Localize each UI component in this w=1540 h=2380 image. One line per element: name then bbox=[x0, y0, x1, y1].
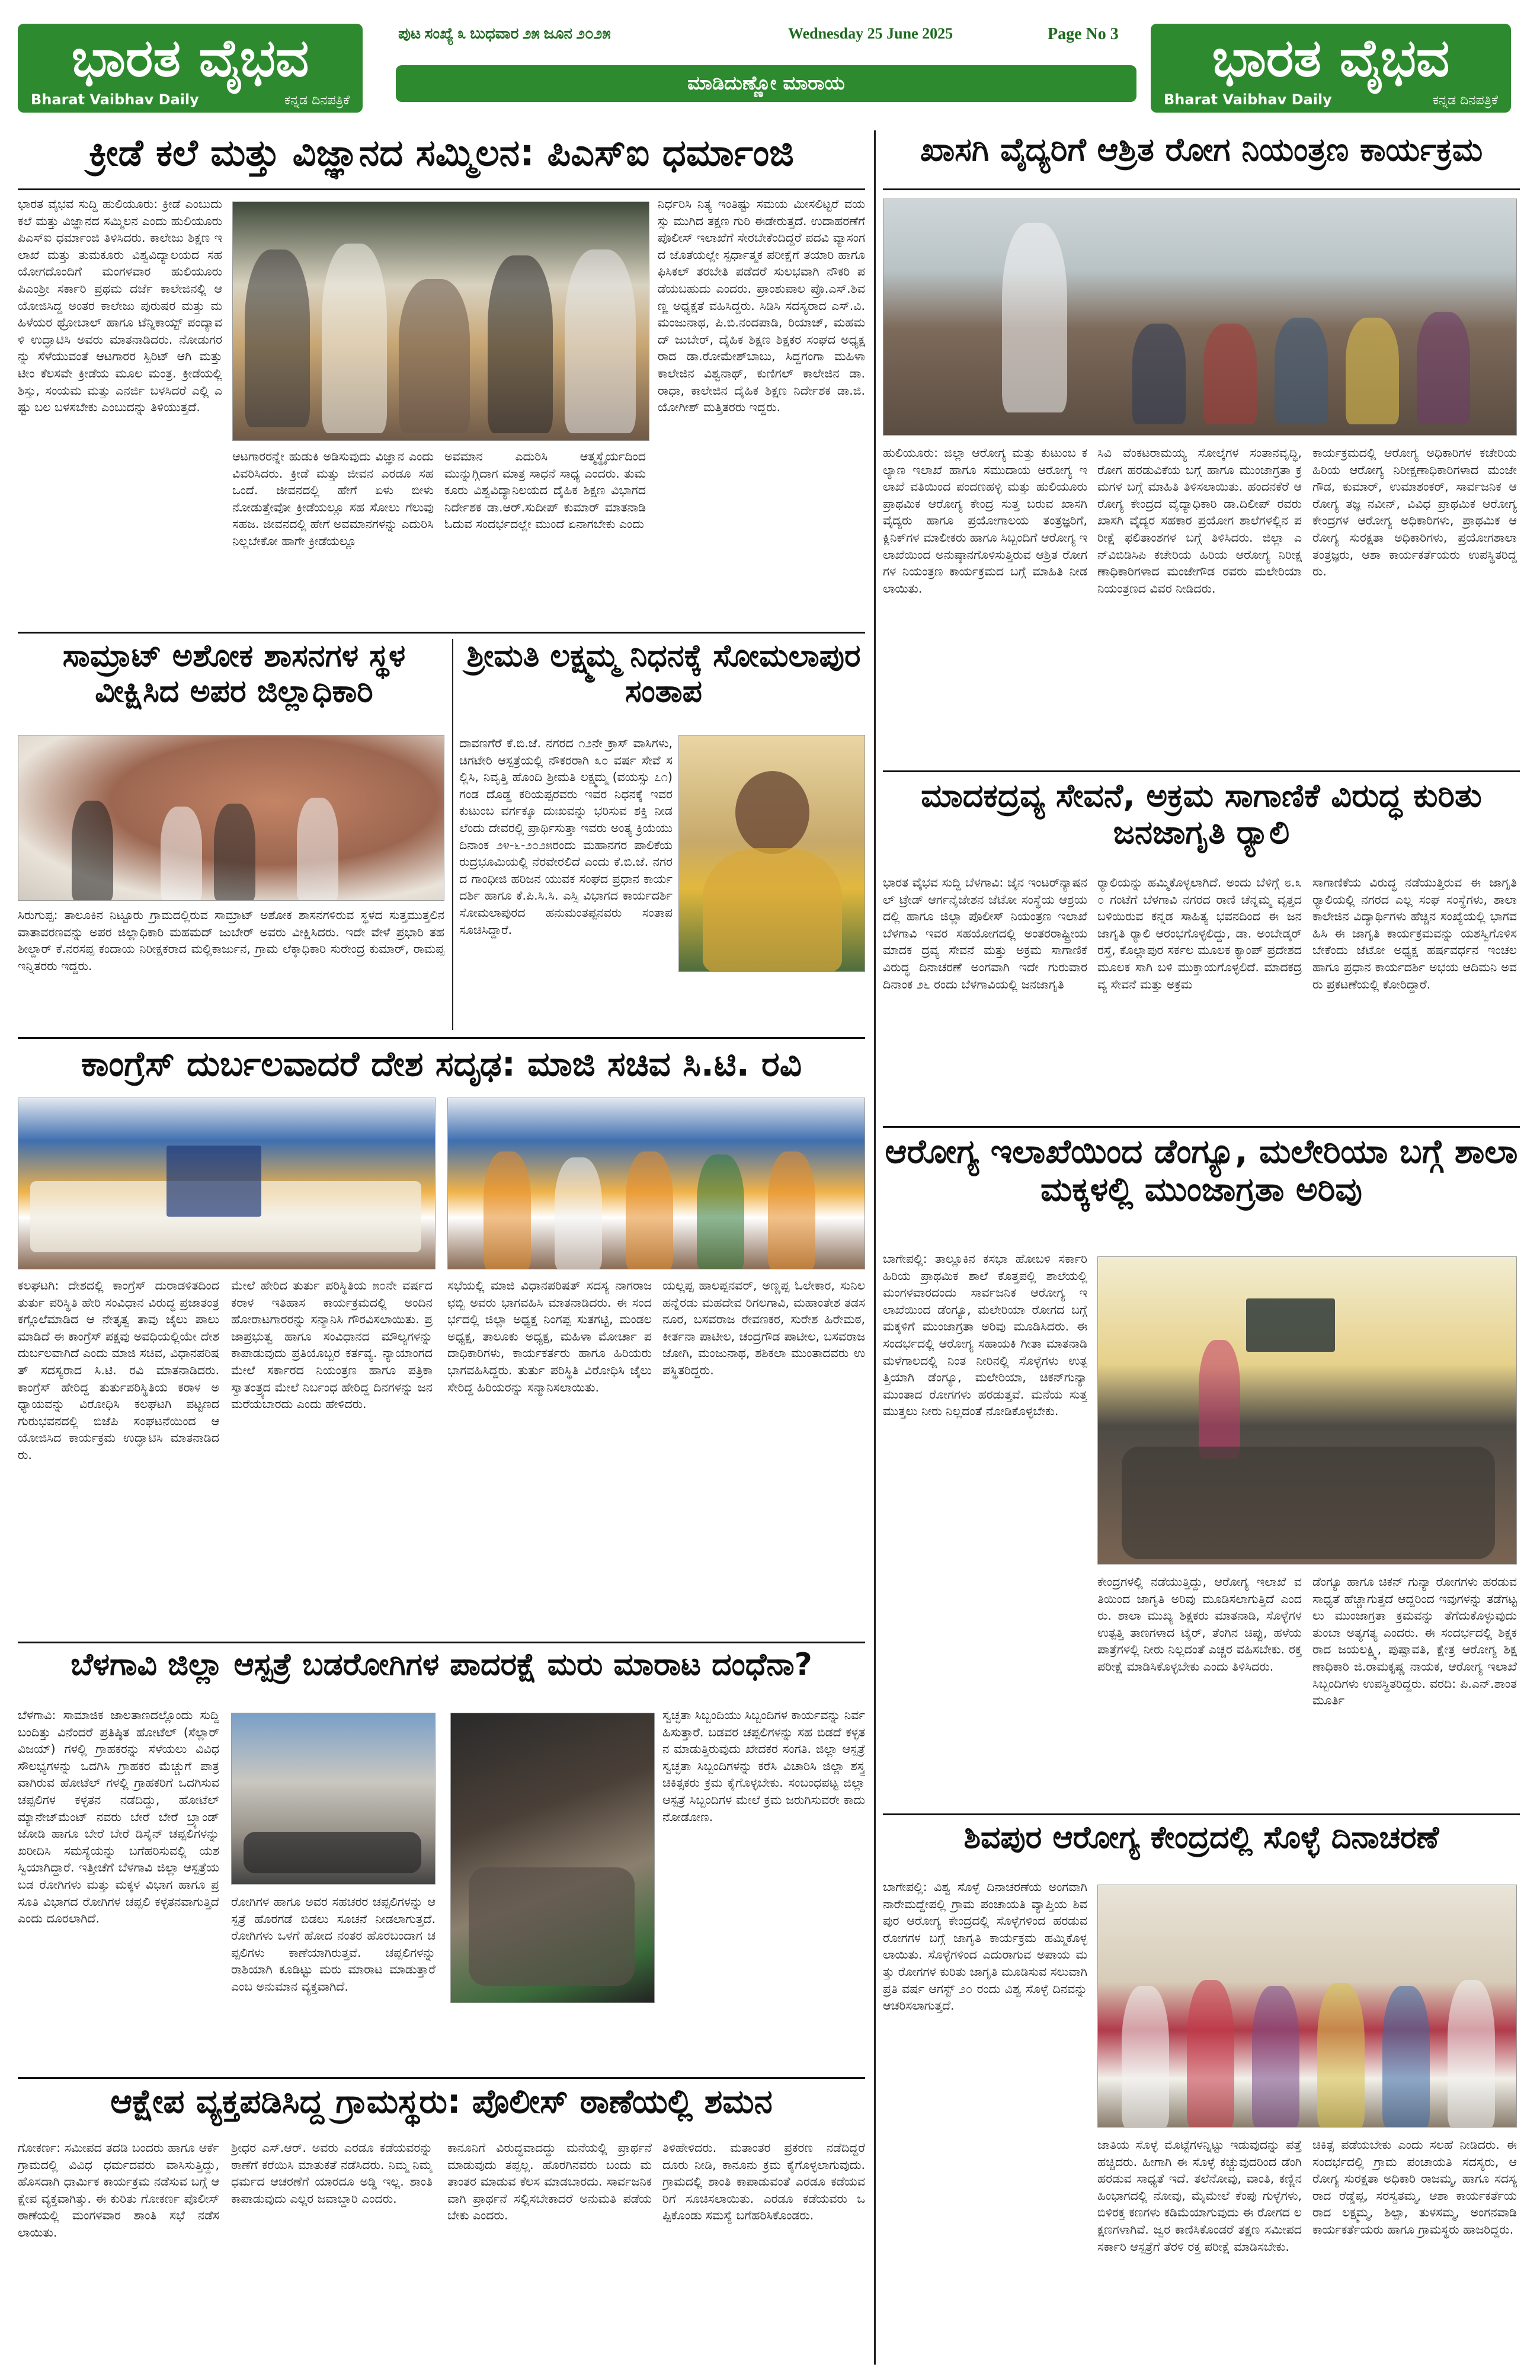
masthead-title-en: Bharat Vaibhav Daily bbox=[31, 91, 199, 108]
article-headline: ಸಾಮ್ರಾಟ್ ಅಶೋಕ ಶಾಸನಗಳ ಸ್ಥಳ ವೀಕ್ಷಿಸಿದ ಅಪರ ಜಿಲ್ಲಾಧಿಕಾರಿ bbox=[62, 638, 406, 709]
article-column: ಜಾತಿಯ ಸೊಳ್ಳೆ ಮೊಟ್ಟೆಗಳನ್ನಿಟ್ಟು ಇಡುವುದನ್ನು ಪತ್ತೆ ಹಚ್ಚಿದರು. ಹೀಗಾಗಿ ಈ ಸೊಳ್ಳೆ ಕಚ್ಚುವುದರಿಂದ ಡೆಂಗಿ ಹರಡುವ ಸಾಧ್ಯತೆ ಇದೆ. ತಲೆನೋವು, ವಾಂತಿ, ಕಣ್ಣಿನ ಹಿಂಭಾಗದಲ್ಲಿ ನೋವು, ಮೈಮೇಲೆ ಕೆಂಪು ಗುಳ್ಳೆಗಳು, ಬಿಳಿರಕ್ತ ಕಣಗಳು ಕಡಿಮೆಯಾಗುವುದು ಈ ರೋಗದ ಲಕ್ಷಣಗಳಾಗಿವೆ. ಜ್ವರ ಕಾಣಿಸಿಕೊಂಡರೆ ತಕ್ಷಣ ಸಮೀಪದ ಸರ್ಕಾರಿ ಆಸ್ಪತ್ರೆಗೆ ತೆರಳಿ ರಕ್ತ ಪರೀಕ್ಷೆ ಮಾಡಿಸಬೇಕು. bbox=[1097, 2138, 1302, 2254]
headline-rule bbox=[883, 188, 1520, 190]
article-column: ಬಾಗೇಪಲ್ಲಿ: ವಿಶ್ವ ಸೊಳ್ಳೆ ದಿನಾಚರಣೆಯ ಅಂಗವಾಗಿ ನಾರೇಮದ್ದೇಪಲ್ಲಿ ಗ್ರಾಮ ಪಂಚಾಯತಿ ವ್ಯಾಪ್ತಿಯ ಶಿವಪುರ ಆರೋಗ್ಯ ಕೇಂದ್ರದಲ್ಲಿ ಸೊಳ್ಳೆಗಳಿಂದ ಹರಡುವ ರೋಗಗಳ ಬಗ್ಗೆ ಜಾಗೃತಿ ಕಾರ್ಯಕ್ರಮ ಹಮ್ಮಿಕೊಳ್ಳಲಾಯಿತು. ಸೊಳ್ಳೆಗಳಿಂದ ಎದುರಾಗುವ ಅಪಾಯ ಮತ್ತು ರೋಗಗಳ ಕುರಿತು ಜಾಗೃತಿ ಮೂಡಿಸುವ ಸಲುವಾಗಿ ಪ್ರತಿ ವರ್ಷ ಆಗಸ್ಟ್ ೨೦ ರಂದು ವಿಶ್ವ ಸೊಳ್ಳೆ ದಿನವನ್ನು ಆಚರಿಸಲಾಗುತ್ತದೆ. bbox=[883, 1880, 1087, 2013]
article-column: ರ‍್ಯಾಲಿಯನ್ನು ಹಮ್ಮಿಕೊಳ್ಳಲಾಗಿದೆ. ಅಂದು ಬೆಳಿಗ್ಗೆ ೮.೩೦ ಗಂಟೆಗೆ ಬೆಳಗಾವಿ ನಗರದ ರಾಣಿ ಚೆನ್ನಮ್ಮ ವೃತ್ತದ ಬಳಿಯಿರುವ ಕನ್ನಡ ಸಾಹಿತ್ಯ ಭವನದಿಂದ ಈ ಜನಜಾಗೃತಿ ರ‍್ಯಾಲಿ ಆರಂಭಗೊಳ್ಳಲಿದ್ದು, ಡಾ. ಅಂಬೇಡ್ಕರ್ ರಸ್ತೆ, ಕೊಲ್ಲಾಪುರ ಸರ್ಕಲ ಮೂಲಕ ಕ್ಯಾಂಪ್ ಪ್ರದೇಶದ ಮೂಲಕ ಸಾಗಿ ಬಳಿ ಮುಕ್ತಾಯಗೊಳ್ಳಲಿದೆ. ಮಾದಕದ್ರವ್ಯ ಸೇವನೆ ಮತ್ತು ಅಕ್ರಮ bbox=[1097, 875, 1302, 991]
article-headline: ಖಾಸಗಿ ವೈದ್ಯರಿಗೆ ಆಶ್ರಿತ ರೋಗ ನಿಯಂತ್ರಣ ಕಾರ್ಯಕ್ರಮ bbox=[920, 131, 1483, 168]
masthead-title: ಭಾರತ ವೈಭವ bbox=[71, 27, 309, 88]
article-column: ಕಾನೂನಿಗೆ ವಿರುದ್ಧವಾದದ್ದು ಮನೆಯಲ್ಲಿ ಪ್ರಾರ್ಥನೆ ಮಾಡುವುದು ತಪ್ಪಲ್ಲ. ಹೊರಗಿನವರು ಬಂದು ಮತಾಂತರ ಮಾಡುವ ಕೆಲಸ ಮಾಡಬಾರದು. ಸಾರ್ವಜನಿಕವಾಗಿ ಪ್ರಾರ್ಥನೆ ಸಲ್ಲಿಸಬೇಕಾದರೆ ಅನುಮತಿ ಪಡೆಯಬೇಕು ಎಂದರು. bbox=[447, 2141, 652, 2223]
article-column: ಆಟಗಾರರನ್ನೇ ಹುಡುಕಿ ಅಡಿಸುವುದು ವಿಜ್ಞಾನ ಎಂದು ವಿವರಿಸಿದರು. ಕ್ರೀಡೆ ಮತ್ತು ಜೀವನ ಎರಡೂ ಸಹ ಒಂದೆ. ಜೀವನದಲ್ಲಿ ಹೇಗೆ ಏಳು ಬೀಳು ನೋಡುತ್ತೇವೋ ಕ್ರೀಡೆಯಲ್ಲೂ ಸಹ ಸೋಲು ಗೆಲುವು ಸಹಜ. ಜೀವನದಲ್ಲಿ ಹೇಗೆ ಅವಮಾನಗಳನ್ನು ಎದುರಿಸಿ ನಿಲ್ಲಬೇಕೋ ಹಾಗೇ ಕ್ರೀಡೆಯಲ್ಲೂ bbox=[232, 449, 434, 548]
section-rule bbox=[883, 770, 1520, 772]
article-column: ಭಾರತ ವೈಭವ ಸುದ್ದಿ ಹುಲಿಯೂರು: ಕ್ರೀಡೆ ಎಂಬುದು ಕಲೆ ಮತ್ತು ವಿಜ್ಞಾನದ ಸಮ್ಮಿಲನ ಎಂದು ಹುಲಿಯೂರು ಪಿಎಸ್‌ಐ ಧರ್ಮಾಂಜಿ ತಿಳಿಸಿದರು. ಕಾಲೇಜು ಶಿಕ್ಷಣ ಇಲಾಖೆ ಮತ್ತು ತುಮಕೂರು ವಿಶ್ವವಿದ್ಯಾಲಯದ ಸಹಯೋಗದೊಂದಿಗೆ ಮಂಗಳವಾರ ಹುಲಿಯೂರು ಪಿಎಂಶ್ರೀ ಸರ್ಕಾರಿ ಪ್ರಥಮ ದರ್ಜೆ ಕಾಲೇಜಿನಲ್ಲಿ ಆಯೋಜಿಸಿದ್ದ ಅಂತರ ಕಾಲೇಜು ಪುರುಷರ ಮತ್ತು ಮಹಿಳೆಯರ ಥ್ರೋಬಾಲ್ ಹಾಗೂ ಟೆನ್ನಿಕಾಯ್ಟ್ ಪಂದ್ಯಾವಳಿ ಉದ್ಘಾಟಿಸಿ ಅವರು ಮಾತನಾಡಿದರು. ನೋಡುಗರನ್ನು ಸೆಳೆಯುವಂತೆ ಆಟಗಾರರ ಸ್ಪಿರಿಟ್ ಆಗಿ ಮತ್ತು ಟೀಂ ಕೆಲಸವೇ ಕ್ರೀಡೆಯ ಮೂಲ ಮಂತ್ರ. ಕ್ರೀಡೆಯಲ್ಲಿ ಶಿಸ್ತು, ಸಂಯಮ ಮತ್ತು ಎನರ್ಜಿ ಬಳಸಿದರೆ ಎಲ್ಲಿ ಎಷ್ಟು ಬಲ ಬಳಸಬೇಕು ಎಂಬುದನ್ನು ತಿಳಿಯುತ್ತದೆ. bbox=[18, 197, 222, 415]
article-photo bbox=[450, 1713, 655, 2003]
article-photo bbox=[883, 199, 1517, 436]
article-headline: ಕಾಂಗ್ರೆಸ್ ದುರ್ಬಲವಾದರೆ ದೇಶ ಸದೃಢ: ಮಾಜಿ ಸಚಿವ ಸಿ.ಟಿ. ರವಿ bbox=[81, 1044, 802, 1084]
article-column: ಡೆಂಗ್ಯೂ ಹಾಗೂ ಚಿಕನ್ ಗುನ್ಯಾ ರೋಗಗಳು ಹರಡುವ ಸಾಧ್ಯತೆ ಹೆಚ್ಚಾಗುತ್ತದೆ ಆದ್ದರಿಂದ ಇವುಗಳನ್ನು ತಡೆಗಟ್ಟಲು ಮುಂಜಾಗ್ರತಾ ಕ್ರಮವನ್ನು ತೆಗೆದುಕೊಳ್ಳುವುದು ತುಂಬಾ ಅತ್ಯಗತ್ಯ ಎಂದರು. ಈ ಸಂದರ್ಭದಲ್ಲಿ ಶಿಕ್ಷಕರಾದ ಜಯಲಕ್ಷ್ಮಿ, ಪುಷ್ಪಾವತಿ, ಕ್ಷೇತ್ರ ಆರೋಗ್ಯ ಶಿಕ್ಷಣಾಧಿಕಾರಿ ಜಿ.ರಾಮಕೃಷ್ಣ ನಾಯಕ, ಆರೋಗ್ಯ ಇಲಾಖೆ ಸಿಬ್ಬಂದಿಗಳು ಉಪಸ್ಥಿತರಿದ್ದರು. ವರದಿ: ಪಿ.ಎನ್.ಶಾಂತಮೂರ್ತಿ bbox=[1312, 1575, 1517, 1708]
article-column: ಕೇಂದ್ರಗಳಲ್ಲಿ ನಡೆಯುತ್ತಿದ್ದು, ಆರೋಗ್ಯ ಇಲಾಖೆ ವತಿಯಿಂದ ಜಾಗೃತಿ ಅರಿವು ಮೂಡಿಸಲಾಗುತ್ತಿದೆ ಎಂದರು. ಶಾಲಾ ಮುಖ್ಯ ಶಿಕ್ಷಕರು ಮಾತನಾಡಿ, ಸೊಳ್ಳೆಗಳ ಉತ್ಪತ್ತಿ ತಾಣಗಳಾದ ಟೈರ್, ತೆಂಗಿನ ಚಿಪ್ಪು, ಹಳೆಯ ಪಾತ್ರೆಗಳಲ್ಲಿ ನೀರು ನಿಲ್ಲದಂತೆ ಎಚ್ಚರ ವಹಿಸಬೇಕು. ರಕ್ತಪರೀಕ್ಷೆ ಮಾಡಿಸಿಕೊಳ್ಳಬೇಕು ಎಂದು ತಿಳಿಸಿದರು. bbox=[1097, 1575, 1302, 1674]
article-column: ಗೋಕರ್ಣ: ಸಮೀಪದ ತದಡಿ ಬಂದರು ಹಾಗೂ ಆರ್ಕೆ ಗ್ರಾಮದಲ್ಲಿ ವಿವಿಧ ಧರ್ಮದವರು ವಾಸಿಸುತ್ತಿದ್ದು, ಹೊಸದಾಗಿ ಧಾರ್ಮಿಕ ಕಾರ್ಯಕ್ರಮ ನಡೆಸುವ ಬಗ್ಗೆ ಆಕ್ಷೇಪ ವ್ಯಕ್ತವಾಗಿತ್ತು. ಈ ಕುರಿತು ಗೋಕರ್ಣ ಪೊಲೀಸ್ ಠಾಣೆಯಲ್ಲಿ ಮಂಗಳವಾರ ಶಾಂತಿ ಸಭೆ ನಡೆಸಲಾಯಿತು. bbox=[18, 2141, 219, 2240]
masthead-title-right: ಭಾರತ ವೈಭವ bbox=[1212, 27, 1450, 88]
article-photo bbox=[18, 735, 444, 901]
article-column: ಸಾಗಾಣಿಕೆಯ ವಿರುದ್ಧ ನಡೆಯುತ್ತಿರುವ ಈ ಜಾಗೃತಿ ರ‍್ಯಾಲಿಯಲ್ಲಿ ನಗರದ ಎಲ್ಲ ಸಂಘ ಸಂಸ್ಥೆಗಳು, ಶಾಲಾ ಕಾಲೇಜಿನ ವಿದ್ಯಾರ್ಥಿಗಳು ಹೆಚ್ಚಿನ ಸಂಖ್ಯೆಯಲ್ಲಿ ಭಾಗವಹಿಸಿ ಈ ಜಾಗೃತಿ ಕಾರ್ಯಕ್ರಮವನ್ನು ಯಶಸ್ವಿಗೊಳಿಸಬೇಕೆಂದು ಜೆಟೋ ಅಧ್ಯಕ್ಷ ಹರ್ಷವರ್ಧನ ಇಂಚಲ ಹಾಗೂ ಪ್ರಧಾನ ಕಾರ್ಯದರ್ಶಿ ಅಭಯ ಆದಿಮನಿ ಅವರು ಪ್ರಕಟಣೆಯಲ್ಲಿ ಕೋರಿದ್ದಾರೆ. bbox=[1312, 875, 1517, 991]
masthead-logo-right bbox=[1151, 24, 1511, 113]
article-headline: ಆರೋಗ್ಯ ಇಲಾಖೆಯಿಂದ ಡೆಂಗ್ಯೂ, ಮಲೇರಿಯಾ ಬಗ್ಗೆ ಶಾಲಾ ಮಕ್ಕಳಲ್ಲಿ ಮುಂಜಾಗ್ರತಾ ಅರಿವು bbox=[885, 1133, 1518, 1210]
article-photo bbox=[447, 1098, 865, 1269]
article-photo bbox=[232, 201, 649, 441]
issue-date: Wednesday 25 June 2025 bbox=[788, 25, 953, 42]
article-column: ಸಿವಿ ವೆಂಕಟರಾಮಯ್ಯ ಸೋಲ್ಕೆಗಳ ಸಂತಾನವೃದ್ಧಿ, ರೋಗ ಹರಡುವಿಕೆಯ ಬಗ್ಗೆ ಹಾಗೂ ಮುಂಜಾಗ್ರತಾ ಕ್ರಮಗಳ ಬಗ್ಗೆ ಮಾಹಿತಿ ತಿಳಿಸಲಾಯಿತು. ಹಂದನಕೆರೆ ಆರೋಗ್ಯ ಕೇಂದ್ರದ ವೈದ್ಯಾಧಿಕಾರಿ ಡಾ.ದಿಲೀಪ್ ರವರು ಖಾಸಗಿ ವೈದ್ಯರ ಸಹಕಾರ ಪ್ರಯೋಗ ಶಾಲೆಗಳಲ್ಲಿನ ಪರೀಕ್ಷೆ ಫಲಿತಾಂಶಗಳ ಬಗ್ಗೆ ತಿಳಿಸಿದರು. ಜಿಲ್ಲಾ ಎನ್‌ವಿಬಿಡಿಸಿಪಿ ಕಚೇರಿಯ ಹಿರಿಯ ಆರೋಗ್ಯ ನಿರೀಕ್ಷಣಾಧಿಕಾರಿಗಳಾದ ಮಂಜೇಗೌಡ ರವರು ಮಲೇರಿಯಾ ನಿಯಂತ್ರಣದ ವಿವರ ನೀಡಿದರು. bbox=[1097, 446, 1302, 596]
section-rule bbox=[883, 1813, 1520, 1815]
section-rule bbox=[18, 1642, 865, 1643]
article-photo bbox=[231, 1713, 436, 1885]
column-divider bbox=[874, 130, 876, 2365]
article-headline: ಕ್ರೀಡೆ ಕಲೆ ಮತ್ತು ವಿಜ್ಞಾನದ ಸಮ್ಮಿಲನ: ಪಿಎಸ್‌ಐ ಧರ್ಮಾಂಜಿ bbox=[89, 131, 794, 174]
section-rule bbox=[883, 1126, 1520, 1128]
article-column: ಕಲಘಟಗಿ: ದೇಶದಲ್ಲಿ ಕಾಂಗ್ರೆಸ್ ದುರಾಡಳಿತದಿಂದ ತುರ್ತು ಪರಿಸ್ಥಿತಿ ಹೇರಿ ಸಂವಿಧಾನ ವಿರುದ್ಧ ಪ್ರಜಾತಂತ್ರ ಕಗ್ಗೊಲೆಮಾಡಿದ ಆ ನೇತೃತ್ವ ತಾವು ಜೈಲು ಪಾಲು ಮಾಡಿದೆ ಈ ಕಾಂಗ್ರೆಸ್ ಪಕ್ಷವು ಅವಧಿಯಲ್ಲಿಯೇ ದೇಶ ದುರ್ಬಲವಾಗಿದೆ ಎಂದು ಮಾಜಿ ಸಚಿವ, ವಿಧಾನಪರಿಷತ್ ಸದಸ್ಯರಾದ ಸಿ.ಟಿ. ರವಿ ಮಾತನಾಡಿದರು. ಕಾಂಗ್ರೆಸ್ ಹೇರಿದ್ದ ತುರ್ತುಪರಿಸ್ಥಿತಿಯ ಕರಾಳ ಅಧ್ಯಾಯವನ್ನು ವಿರೋಧಿಸಿ ಕಲಘಟಗಿ ಪಟ್ಟಣದ ಗುರುಭವನದಲ್ಲಿ ಬಿಜೆಪಿ ಸಂಘಟನೆಯಿಂದ ಆಯೋಜಿಸಿದ ಕಾರ್ಯಕ್ರಮ ಉದ್ಘಾಟಿಸಿ ಮಾತನಾಡಿದರು. bbox=[18, 1278, 219, 1462]
article-column: ಚಿಕಿತ್ಸೆ ಪಡೆಯಬೇಕು ಎಂದು ಸಲಹೆ ನೀಡಿದರು. ಈ ಸಂದರ್ಭದಲ್ಲಿ ಗ್ರಾಮ ಪಂಚಾಯತಿ ಸದಸ್ಯರು, ಆರೋಗ್ಯ ಸುರಕ್ಷತಾ ಅಧಿಕಾರಿ ರಾಜಮ್ಮ, ಹಾಗೂ ಸದಸ್ಯರಾದ ರೆಡ್ಡೆಪ್ಪ, ಸರಸ್ವತಮ್ಮ, ಆಶಾ ಕಾರ್ಯಕರ್ತೆಯರಾದ ಲಕ್ಷ್ಮಮ್ಮ, ಶಿಲ್ಪಾ, ತುಳಸಮ್ಮ, ಅಂಗನವಾಡಿ ಕಾರ್ಯಕರ್ತೆಯರು ಹಾಗೂ ಗ್ರಾಮಸ್ಥರು ಹಾಜರಿದ್ದರು. bbox=[1312, 2138, 1517, 2237]
masthead-banner: ಮಾಡಿದುಣ್ಣೋ ಮಾರಾಯ bbox=[396, 65, 1136, 102]
section-rule bbox=[18, 1037, 865, 1039]
section-rule bbox=[18, 632, 865, 634]
article-headline: ಆಕ್ಷೇಪ ವ್ಯಕ್ತಪಡಿಸಿದ್ದ ಗ್ರಾಮಸ್ಥರು: ಪೊಲೀಸ್ ಠಾಣೆಯಲ್ಲಿ ಶಮನ bbox=[110, 2082, 773, 2121]
article-column: ಭಾರತ ವೈಭವ ಸುದ್ದಿ ಬೆಳಗಾವಿ: ಜೈನ ಇಂಟರ್‌ನ್ಯಾಷನಲ್ ಟ್ರೇಡ್ ಆರ್ಗನೈಜೇಶನ ಜೆಟೋ ಸಂಸ್ಥೆಯ ಆಶ್ರಯದಲ್ಲಿ ಹಾಗೂ ಜಿಲ್ಲಾ ಪೊಲೀಸ್ ನಿಯಂತ್ರಣ ಇಲಾಖೆ ಬೆಳಗಾವಿ ಇವರ ಸಹಯೋಗದಲ್ಲಿ ಅಂತರರಾಷ್ಟ್ರೀಯ ಮಾದಕ ದ್ರವ್ಯ ಸೇವನೆ ಮತ್ತು ಅಕ್ರಮ ಸಾಗಾಣಿಕೆ ವಿರುದ್ಧ ದಿನಾಚರಣೆ ಅಂಗವಾಗಿ ಇದೇ ಗುರುವಾರ ದಿನಾಂಕ ೨೬ ರಂದು ಬೆಳಗಾವಿಯಲ್ಲಿ ಜನಜಾಗೃತಿ bbox=[883, 875, 1087, 991]
article-photo bbox=[1097, 1256, 1517, 1565]
article-column: ಕಾರ್ಯಕ್ರಮದಲ್ಲಿ ಆರೋಗ್ಯ ಅಧಿಕಾರಿಗಳ ಕಚೇರಿಯ ಹಿರಿಯ ಆರೋಗ್ಯ ನಿರೀಕ್ಷಣಾಧಿಕಾರಿಗಳಾದ ಮಂಜೇ ಗೌಡ, ಕುಮಾರ್, ಉಮಾಶಂಕರ್, ಸಾರ್ವಜನಿಕ ಆರೋಗ್ಯ ತಜ್ಞ ನವೀನ್, ವಿವಿಧ ಪ್ರಾಥಮಿಕ ಆರೋಗ್ಯ ಕೇಂದ್ರಗಳ ಆರೋಗ್ಯ ಅಧಿಕಾರಿಗಳು, ಪ್ರಾಥಮಿಕ ಆರೋಗ್ಯ ಸುರಕ್ಷತಾ ಅಧಿಕಾರಿಗಳು, ಪ್ರಯೋಗಶಾಲಾ ತಂತ್ರಜ್ಞರು, ಆಶಾ ಕಾರ್ಯಕರ್ತೆಯರು ಉಪಸ್ಥಿತರಿದ್ದರು. bbox=[1312, 446, 1517, 579]
article-column: ರೋಗಿಗಳ ಹಾಗೂ ಅವರ ಸಹಚರರ ಚಪ್ಪಲಿಗಳನ್ನು ಆಸ್ಪತ್ರೆ ಹೊರಗಡೆ ಬಿಡಲು ಸೂಚನೆ ನೀಡಲಾಗುತ್ತದೆ. ರೋಗಿಗಳು ಒಳಗೆ ಹೋದ ನಂತರ ಹೊರಬಂದಾಗ ಚಪ್ಪಲಿಗಳು ಕಾಣೆಯಾಗಿರುತ್ತವೆ. ಚಪ್ಪಲಿಗಳನ್ನು ರಾಶಿಯಾಗಿ ಕೂಡಿಟ್ಟು ಮರು ಮಾರಾಟ ಮಾಡುತ್ತಾರೆ ಎಂಬ ಅನುಮಾನ ವ್ಯಕ್ತವಾಗಿದೆ. bbox=[231, 1895, 436, 1994]
page-number: Page No 3 bbox=[1048, 25, 1119, 43]
article-column: ಹುಲಿಯೂರು: ಜಿಲ್ಲಾ ಆರೋಗ್ಯ ಮತ್ತು ಕುಟುಂಬ ಕಲ್ಯಾಣ ಇಲಾಖೆ ಹಾಗೂ ಸಮುದಾಯ ಆರೋಗ್ಯ ಇಲಾಖೆ ವತಿಯಿಂದ ಪಂದಣಹಳ್ಳಿ ಮತ್ತು ಹುಲಿಯೂರು ಪ್ರಾಥಮಿಕ ಆರೋಗ್ಯ ಕೇಂದ್ರ ಸುತ್ತ ಬರುವ ಖಾಸಗಿ ವೈದ್ಯರು ಹಾಗೂ ಪ್ರಯೋಗಾಲಯ ತಂತ್ರಜ್ಞರಿಗೆ, ಕ್ಲಿನಿಕ್‌ಗಳ ಮಾಲೀಕರು ಹಾಗೂ ಸಿಬ್ಬಂದಿಗೆ ಆರೋಗ್ಯ ಇಲಾಖೆಯಿಂದ ಅನುಷ್ಠಾನಗೊಳಿಸುತ್ತಿರುವ ಆಶ್ರಿತ ರೋಗಗಳ ನಿಯಂತ್ರಣ ಕಾರ್ಯಕ್ರಮದ ಬಗ್ಗೆ ಮಾಹಿತಿ ನೀಡಲಾಯಿತು. bbox=[883, 446, 1087, 596]
article-column: ಅವಮಾನ ಎದುರಿಸಿ ಆತ್ಮಸ್ಥೈರ್ಯದಿಂದ ಮುನ್ನುಗ್ಗಿದಾಗ ಮಾತ್ರ ಸಾಧನೆ ಸಾಧ್ಯ ಎಂದರು. ತುಮಕೂರು ವಿಶ್ವವಿದ್ಯಾನಿಲಯದ ದೈಹಿಕ ಶಿಕ್ಷಣ ವಿಭಾಗದ ನಿರ್ದೇಶಕ ಡಾ.ಆರ್.ಸುದೀಪ್ ಕುಮಾರ್ ಮಾತನಾಡಿ ಓದುವ ಸಂದರ್ಭದಲ್ಲೇ ಮುಂದೆ ಏನಾಗಬೇಕು ಎಂದು bbox=[444, 449, 646, 532]
article-column: ನಿರ್ಧರಿಸಿ ನಿತ್ಯ ಇಂತಿಷ್ಟು ಸಮಯ ಮೀಸಲಿಟ್ಟರೆ ವಯಸ್ಸು ಮುಗಿದ ತಕ್ಷಣ ಗುರಿ ಈಡೇರುತ್ತದೆ. ಉದಾಹರಣೆಗೆ ಪೊಲೀಸ್ ಇಲಾಖೆಗೆ ಸೇರಬೇಕೆಂದಿದ್ದರೆ ಪದವಿ ವ್ಯಾಸಂಗದ ಜೊತೆಯಲ್ಲೇ ಸ್ಪರ್ಧಾತ್ಮಕ ಪರೀಕ್ಷೆಗೆ ತಯಾರಿ ಹಾಗೂ ಫಿಸಿಕಲ್ ತರಬೇತಿ ಪಡೆದರೆ ಸುಲಭವಾಗಿ ನೌಕರಿ ಪಡೆಯಬಹುದು ಎಂದರು. ಪ್ರಾಂಶುಪಾಲ ಪ್ರೊ.ಎಸ್.ಶಿವಣ್ಣ ಅಧ್ಯಕ್ಷತೆ ವಹಿಸಿದ್ದರು. ಸಿಡಿಸಿ ಸದಸ್ಯರಾದ ಎಸ್.ವಿ.ಮಂಜುನಾಥ, ಪಿ.ಬಿ.ನಂದಪಾಡಿ, ರಿಯಾಜ್, ಮಹಮದ್ ಜುಬೇರ್, ದೈಹಿಕ ಶಿಕ್ಷಣ ಶಿಕ್ಷಕರ ಸಂಘದ ಅಧ್ಯಕ್ಷರಾದ ಡಾ.ರೋಮೇಶ್‌ಬಾಬು, ಸಿದ್ದಗಂಗಾ ಮಹಿಳಾ ಕಾಲೇಜಿನ ವಿಶ್ವನಾಥ್, ಕುಣಿಗಲ್ ಕಾಲೇಜಿನ ಡಾ.ರಾಧಾ, ಕಾಲೇಜಿನ ದೈಹಿಕ ಶಿಕ್ಷಣ ನಿರ್ದೇಶಕ ಡಾ.ಜಿ.ಯೋಗೀಶ್ ಮತ್ತಿತರರು ಇದ್ದರು. bbox=[658, 197, 865, 415]
masthead-title-en-right: Bharat Vaibhav Daily bbox=[1164, 91, 1332, 108]
article-column: ಸಭೆಯಲ್ಲಿ ಮಾಜಿ ವಿಧಾನಪರಿಷತ್ ಸದಸ್ಯ ನಾಗರಾಜ ಛಬ್ಬಿ ಅವರು ಭಾಗವಹಿಸಿ ಮಾತನಾಡಿದರು. ಈ ಸಂದರ್ಭದಲ್ಲಿ ಜಿಲ್ಲಾ ಅಧ್ಯಕ್ಷ ನಿಂಗಪ್ಪ ಸುತಗಟ್ಟಿ, ಮಂಡಲ ಅಧ್ಯಕ್ಷ, ತಾಲೂಕು ಅಧ್ಯಕ್ಷ, ಮಹಿಳಾ ಮೋರ್ಚಾ ಪದಾಧಿಕಾರಿಗಳು, ಕಾರ್ಯಕರ್ತರು ಹಾಗೂ ಹಿರಿಯರು ಭಾಗವಹಿಸಿದ್ದರು. ತುರ್ತು ಪರಿಸ್ಥಿತಿ ವಿರೋಧಿಸಿ ಜೈಲು ಸೇರಿದ್ದ ಹಿರಿಯರನ್ನು ಸನ್ಮಾನಿಸಲಾಯಿತು. bbox=[447, 1278, 652, 1394]
article-column: ಯಲ್ಲಪ್ಪ ಹಾಲಪ್ಪನವರ್, ಅಣ್ಣಪ್ಪ ಓಲೇಕಾರ, ಸುನಿಲ ಹನ್ನೆರಡು ಮಹದೇವ ರಿಗಲಗಾವಿ, ಮಹಾಂತೇಶ ತಡಸನೂರ, ಬಸವರಾಜ ರೇವಣಕರ, ಸುರೇಶ ಹಿರೇಮಠ, ಕೀರ್ತನಾ ಪಾಟೀಲ, ಚಂದ್ರಗೌಡ ಪಾಟೀಲ, ಬಸವರಾಜ ಜೋಗಿ, ಮಂಜುನಾಥ, ಶಶಿಕಲಾ ಮುಂತಾದವರು ಉಪಸ್ಥಿತರಿದ್ದರು. bbox=[662, 1278, 865, 1377]
headline-rule bbox=[18, 188, 865, 190]
section-rule bbox=[18, 2077, 865, 2079]
article-column: ಸ್ವಚ್ಛತಾ ಸಿಬ್ಬಂದಿಯು ಸಿಬ್ಬಂದಿಗಳ ಕಾರ್ಯವನ್ನು ನಿರ್ವಹಿಸುತ್ತಾರೆ. ಬಡವರ ಚಪ್ಪಲಿಗಳನ್ನು ಸಹ ಬಿಡದೆ ಕಳ್ಳತನ ಮಾಡುತ್ತಿರುವುದು ಖೇದಕರ ಸಂಗತಿ. ಜಿಲ್ಲಾ ಆಸ್ಪತ್ರೆ ಸ್ವಚ್ಛತಾ ಸಿಬ್ಬಂದಿಗಳನ್ನು ಕರೆಸಿ ವಿಚಾರಿಸಿ ಜಿಲ್ಲಾ ಶಸ್ತ್ರಚಿಕಿತ್ಸಕರು ಕ್ರಮ ಕೈಗೊಳ್ಳಬೇಕು. ಸಂಬಂಧಪಟ್ಟ ಜಿಲ್ಲಾ ಆಸ್ಪತ್ರೆ ಸಿಬ್ಬಂದಿಗಳ ಮೇಲೆ ಕ್ರಮ ಜರುಗಿಸುವರೇ ಕಾದು ನೋಡೋಣ. bbox=[662, 1708, 865, 1824]
article-photo bbox=[18, 1098, 436, 1269]
article-headline: ಬೆಳಗಾವಿ ಜಿಲ್ಲಾ ಆಸ್ಪತ್ರೆ ಬಡರೋಗಿಗಳ ಪಾದರಕ್ಷೆ ಮರು ಮಾರಾಟ ದಂಧೆನಾ? bbox=[71, 1647, 812, 1682]
masthead-logo-left bbox=[18, 24, 363, 113]
masthead-tagline-right: ಕನ್ನಡ ದಿನಪತ್ರಿಕೆ bbox=[1432, 93, 1498, 108]
article-headline: ಶಿವಪುರ ಆರೋಗ್ಯ ಕೇಂದ್ರದಲ್ಲಿ ಸೊಳ್ಳೆ ದಿನಾಚರಣೆ bbox=[963, 1820, 1439, 1856]
article-column: ಸಿರುಗುಪ್ಪ: ತಾಲೂಕಿನ ನಿಟ್ಟೂರು ಗ್ರಾಮದಲ್ಲಿರುವ ಸಾಮ್ರಾಟ್ ಅಶೋಕ ಶಾಸನಗಳಿರುವ ಸ್ಥಳದ ಸುತ್ತಮುತ್ತಲಿನ ವಾತಾವರಣವನ್ನು ಅಪರ ಜಿಲ್ಲಾಧಿಕಾರಿ ಮಹಮದ್ ಜುಬೇರ್ ಅವರು ವೀಕ್ಷಿಸಿದರು. ಇದೇ ವೇಳೆ ಪ್ರಭಾರಿ ತಹಶೀಲ್ದಾರ್ ಕೆ.ನರಸಪ್ಪ ಕಂದಾಯ ನಿರೀಕ್ಷಕರಾದ ಮಲ್ಲಿಕಾರ್ಜುನ, ಗ್ರಾಮ ಲೆಕ್ಕಾಧಿಕಾರಿ ಸುರೇಂದ್ರ ಕುಮಾರ್, ರಾಮಪ್ಪ ಇನ್ನಿತರರು ಇದ್ದರು. bbox=[18, 908, 444, 973]
article-headline: ಶ್ರೀಮತಿ ಲಕ್ಷ್ಮಮ್ಮ ನಿಧನಕ್ಕೆ ಸೋಮಲಾಪುರ ಸಂತಾಪ bbox=[466, 638, 861, 709]
column-divider bbox=[452, 639, 453, 1030]
article-headline: ಮಾದಕದ್ರವ್ಯ ಸೇವನೆ, ಅಕ್ರಮ ಸಾಗಾಣಿಕೆ ವಿರುದ್ಧ ಕುರಿತು ಜನಜಾಗೃತಿ ರ‍್ಯಾಲಿ bbox=[921, 777, 1482, 852]
article-column: ಮೇಲೆ ಹೇರಿದ ತುರ್ತು ಪರಿಸ್ಥಿತಿಯ ೫೦ನೇ ವರ್ಷದ ಕರಾಳ ಇತಿಹಾಸ ಕಾರ್ಯಕ್ರಮದಲ್ಲಿ ಅಂದಿನ ಹೋರಾಟಗಾರರನ್ನು ಸನ್ಮಾನಿಸಿ ಗೌರವಿಸಲಾಯಿತು. ಪ್ರಜಾಪ್ರಭುತ್ವ ಹಾಗೂ ಸಂವಿಧಾನದ ಮೌಲ್ಯಗಳನ್ನು ಕಾಪಾಡುವುದು ಪ್ರತಿಯೊಬ್ಬರ ಕರ್ತವ್ಯ. ನ್ಯಾಯಾಂಗದ ಮೇಲೆ ಸರ್ಕಾರದ ನಿಯಂತ್ರಣ ಹಾಗೂ ಪತ್ರಿಕಾ ಸ್ವಾತಂತ್ರ್ಯದ ಮೇಲೆ ನಿರ್ಬಂಧ ಹೇರಿದ್ದ ದಿನಗಳನ್ನು ಜನ ಮರೆಯಬಾರದು ಎಂದು ಹೇಳಿದರು. bbox=[231, 1278, 433, 1412]
article-column: ತಿಳಿಹೇಳಿದರು. ಮತಾಂತರ ಪ್ರಕರಣ ನಡೆದಿದ್ದರೆ ದೂರು ನೀಡಿ, ಕಾನೂನು ಕ್ರಮ ಕೈಗೊಳ್ಳಲಾಗುವುದು. ಗ್ರಾಮದಲ್ಲಿ ಶಾಂತಿ ಕಾಪಾಡುವಂತೆ ಎರಡೂ ಕಡೆಯವರಿಗೆ ಸೂಚಿಸಲಾಯಿತು. ಎರಡೂ ಕಡೆಯವರು ಒಪ್ಪಿಕೊಂಡು ಸಮಸ್ಯೆ ಬಗೆಹರಿಸಿಕೊಂಡರು. bbox=[662, 2141, 865, 2223]
obituary-portrait bbox=[678, 735, 865, 972]
article-column: ಬಾಗೇಪಲ್ಲಿ: ತಾಲ್ಲೂಕಿನ ಕಸಭಾ ಹೋಬಳಿ ಸರ್ಕಾರಿ ಹಿರಿಯ ಪ್ರಾಥಮಿಕ ಶಾಲೆ ಕೊತ್ತಪಲ್ಲಿ ಶಾಲೆಯಲ್ಲಿ ಮಂಗಳವಾರದಂದು ಸಾರ್ವಜನಿಕ ಆರೋಗ್ಯ ಇಲಾಖೆಯಿಂದ ಡೆಂಗ್ಯೂ, ಮಲೇರಿಯಾ ರೋಗದ ಬಗ್ಗೆ ಮಕ್ಕಳಿಗೆ ಮುಂಜಾಗ್ರತಾ ಅರಿವು ಮೂಡಿಸಿದರು. ಈ ಸಂದರ್ಭದಲ್ಲಿ ಆರೋಗ್ಯ ಸಹಾಯಕಿ ಗೀತಾ ಮಾತನಾಡಿ ಮಳೆಗಾಲದಲ್ಲಿ ನಿಂತ ನೀರಿನಲ್ಲಿ ಸೊಳ್ಳೆಗಳು ಉತ್ಪತ್ತಿಯಾಗಿ ಡೆಂಗ್ಯೂ, ಮಲೇರಿಯಾ, ಚಿಕನ್‌ಗುನ್ಯಾ ಮುಂತಾದ ರೋಗಗಳು ಹರಡುತ್ತವೆ. ಮನೆಯ ಸುತ್ತಮುತ್ತಲು ನೀರು ನಿಲ್ಲದಂತೆ ನೋಡಿಕೊಳ್ಳಬೇಕು. bbox=[883, 1252, 1087, 1419]
issue-line-kannada: ಪುಟ ಸಂಖ್ಯೆ ೩ ಬುಧವಾರ ೨೫ ಜೂನ ೨೦೨೫ bbox=[398, 25, 611, 42]
article-photo bbox=[1097, 1885, 1517, 2128]
article-column: ಶ್ರೀಧರ ಎಸ್.ಆರ್. ಅವರು ಎರಡೂ ಕಡೆಯವರನ್ನು ಠಾಣೆಗೆ ಕರೆಯಿಸಿ ಮಾತುಕತೆ ನಡೆಸಿದರು. ನಿಮ್ಮ ನಿಮ್ಮ ಧರ್ಮದ ಆಚರಣೆಗೆ ಯಾರದೂ ಅಡ್ಡಿ ಇಲ್ಲ. ಶಾಂತಿ ಕಾಪಾಡುವುದು ಎಲ್ಲರ ಜವಾಬ್ದಾರಿ ಎಂದರು. bbox=[231, 2141, 433, 2206]
masthead-tagline: ಕನ್ನಡ ದಿನಪತ್ರಿಕೆ bbox=[284, 93, 350, 108]
article-column: ಬೆಳಗಾವಿ: ಸಾಮಾಜಿಕ ಜಾಲತಾಣದಲ್ಲೊಂದು ಸುದ್ದಿ ಬಂದಿತ್ತು ವಿನೆಂದರೆ ಪ್ರತಿಷ್ಠಿತ ಹೋಟೆಲ್ (ಸೆಲ್ಲಾರ್ ವಿಜಯ್) ಗಳಲ್ಲಿ ಗ್ರಾಹಕರನ್ನು ಸೆಳೆಯಲು ವಿವಿಧ ಸೌಲಭ್ಯಗಳನ್ನು ಒದಗಿಸಿ ಗ್ರಾಹಕರ ಮೆಚ್ಚುಗೆ ಪಾತ್ರ ವಾಗಿರುವ ಹೋಟೆಲ್ ಗಳಲ್ಲಿ ಗ್ರಾಹಕರಿಗೆ ಒದಗಿಸುವ ಚಪ್ಪಲಿಗಳ ಕಳ್ಳತನ ನಡೆದಿದ್ದು, ಹೋಟೆಲ್ ಮ್ಯಾನೇಜ್‌ಮೆಂಟ್ ನವರು ಬೇರೆ ಬೇರೆ ಬ್ರ್ಯಾಂಡ್ ಜೋಡಿ ಹಾಗೂ ಬೇರೆ ಬೇರೆ ಡಿಸೈನ್ ಚಪ್ಪಲಿಗಳನ್ನು ಖರೀದಿಸಿ ಸಮಸ್ಯೆಯನ್ನು ಬಗೆಹರಿಸುವಲ್ಲಿ ಯಶಸ್ವಿಯಾಗಿದ್ದಾರೆ. ಇತ್ತೀಚೆಗೆ ಬೆಳಗಾವಿ ಜಿಲ್ಲಾ ಆಸ್ಪತ್ರೆಯ ಬಡ ರೋಗಿಗಳು ಮತ್ತು ಮಕ್ಕಳ ವಿಭಾಗ ಹಾಗೂ ಪ್ರಸೂತಿ ವಿಭಾಗದ ರೋಗಿಗಳ ಚಪ್ಪಲಿ ಕಳ್ಳತನವಾಗುತ್ತಿದೆ ಎಂದು ದೂರಲಾಗಿದೆ. bbox=[18, 1708, 219, 1926]
article-column: ದಾವಣಗೆರೆ ಕೆ.ಬಿ.ಜೆ. ನಗರದ ೧೨ನೇ ಕ್ರಾಸ್ ವಾಸಿಗಳು, ಚಿಗಟೇರಿ ಆಸ್ಪತ್ರೆಯಲ್ಲಿ ನೌಕರರಾಗಿ ೩೦ ವರ್ಷ ಸೇವೆ ಸಲ್ಲಿಸಿ, ನಿವೃತ್ತಿ ಹೊಂದಿ ಶ್ರೀಮತಿ ಲಕ್ಷ್ಮಮ್ಮ (ವಯಸ್ಸು ೭೧) ಗಂಡ ದೊಡ್ಡ ಕರಿಯಪ್ಪರವರು ಇವರ ನಿಧನಕ್ಕೆ ಇವರ ಕುಟುಂಬ ವರ್ಗಕ್ಕೂ ದುಃಖವನ್ನು ಭರಿಸುವ ಶಕ್ತಿ ನೀಡಲೆಂದು ದೇವರಲ್ಲಿ ಪ್ರಾರ್ಥಿಸುತ್ತಾ ಇವರು ಅಂತ್ಯ ಕ್ರಿಯೆಯು ದಿನಾಂಕ ೨೪-೬-೨೦೨೫ರಂದು ಮಹಾನಗರ ಪಾಲಿಕೆಯ ರುದ್ರಭೂಮಿಯಲ್ಲಿ ನೆರವೇರಲಿದೆ ಎಂದು ಕೆ.ಬಿ.ಜೆ. ನಗರದ ಗಾಂಧೀಜಿ ಹರಿಜನ ಯುವಕ ಸಂಘದ ಪ್ರಧಾನ ಕಾರ್ಯದರ್ಶಿ ಹಾಗೂ ಕೆ.ಪಿ.ಸಿ.ಸಿ. ಎಸ್ಸಿ ವಿಭಾಗದ ಕಾರ್ಯದರ್ಶಿ ಸೋಮಲಾಪುರದ ಹನುಮಂತಪ್ಪನವರು ಸಂತಾಪ ಸೂಚಿಸಿದ್ದಾರೆ. bbox=[459, 736, 673, 937]
